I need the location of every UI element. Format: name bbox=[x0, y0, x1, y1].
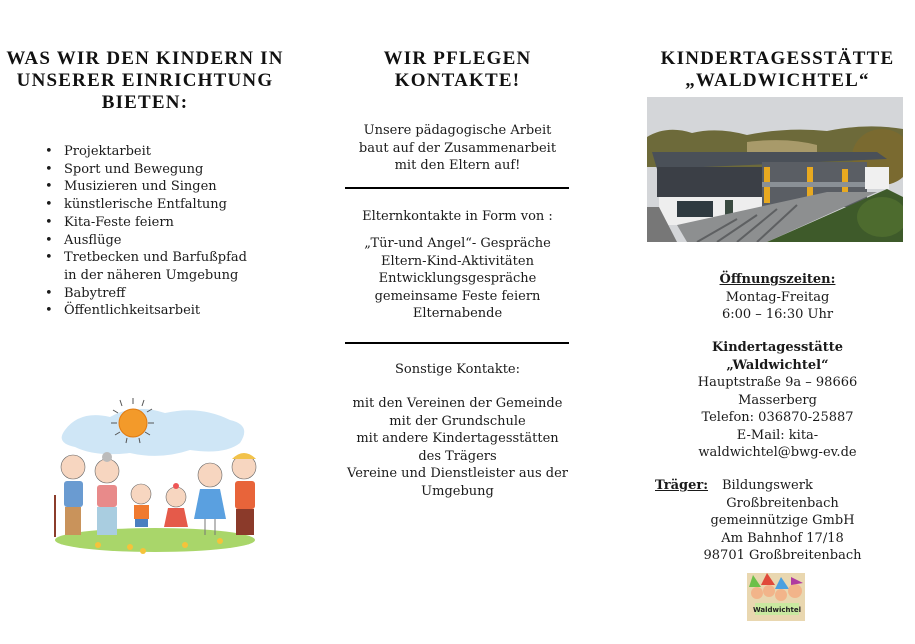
left-heading-line: BIETEN: bbox=[101, 92, 189, 113]
carrier-line: Großbreitenbach bbox=[726, 495, 839, 511]
offer-item: • Öffentlichkeitsarbeit bbox=[64, 302, 304, 320]
parent-contact-item: gemeinsame Feste feiern bbox=[374, 288, 541, 304]
offer-item: • Sport und Bewegung bbox=[64, 161, 304, 179]
parent-contacts-title: Elternkontakte in Form von : bbox=[362, 209, 553, 224]
opening-hours bbox=[640, 271, 915, 324]
offer-item: • Projektarbeit bbox=[64, 143, 304, 161]
gnomes-logo-icon bbox=[747, 573, 805, 621]
other-contact-item: des Trägers bbox=[418, 448, 497, 464]
carrier-line: Bildungswerk bbox=[722, 478, 813, 493]
parent-contact-item: „Tür-und Angel“- Gespräche bbox=[364, 236, 551, 251]
contact-name-line: „Waldwichtel“ bbox=[726, 357, 829, 373]
other-contact-item: mit der Grundschule bbox=[389, 413, 526, 429]
divider-line bbox=[345, 342, 569, 344]
address-line: Hauptstraße 9a – 98666 bbox=[697, 375, 858, 390]
address-city: Masserberg bbox=[738, 392, 817, 408]
intro-line: mit den Eltern auf! bbox=[394, 158, 521, 173]
email-line: E-Mail: kita- bbox=[736, 427, 819, 443]
parent-contact-item: Elternabende bbox=[412, 306, 503, 321]
logo-text: Waldwichtel bbox=[752, 606, 802, 614]
other-contact-item: mit andere Kindertagesstätten bbox=[356, 431, 559, 446]
right-heading bbox=[640, 48, 915, 92]
other-contact-item: Umgebung bbox=[421, 483, 494, 499]
middle-heading-line: KONTAKTE! bbox=[394, 70, 521, 91]
waldwichtel-logo bbox=[747, 573, 805, 621]
carrier-line: gemeinnützige GmbH bbox=[710, 513, 855, 528]
middle-heading bbox=[330, 48, 585, 92]
parent-contact-item: Eltern-Kind-Aktivitäten bbox=[381, 253, 534, 269]
other-contact-item: Vereine und Dienstleister aus der bbox=[347, 466, 568, 481]
offer-item: • Musizieren und Singen bbox=[64, 178, 304, 196]
offer-item-continued: in der näheren Umgebung bbox=[64, 267, 239, 283]
left-heading-line: UNSERER EINRICHTUNG bbox=[16, 70, 274, 91]
offer-item: • Babytreff bbox=[64, 285, 304, 303]
right-heading-line: KINDERTAGESSTÄTTE bbox=[660, 48, 895, 69]
family-sun-icon bbox=[40, 395, 270, 555]
carrier-block bbox=[640, 477, 915, 565]
opening-days: Montag-Freitag bbox=[725, 289, 830, 305]
left-heading-line: WAS WIR DEN KINDERN IN bbox=[6, 48, 284, 69]
contact-name-line: Kindertagesstätte bbox=[711, 340, 844, 355]
carrier-line: 98701 Großbreitenbach bbox=[703, 548, 862, 563]
middle-heading-line: WIR PFLEGEN bbox=[383, 48, 532, 69]
opening-times: 6:00 – 16:30 Uhr bbox=[721, 307, 834, 322]
family-illustration bbox=[40, 395, 270, 555]
email-address: waldwichtel@bwg-ev.de bbox=[698, 445, 857, 460]
divider-line bbox=[345, 187, 569, 189]
other-contacts-list bbox=[330, 395, 585, 500]
intro-line: Unsere pädagogische Arbeit bbox=[363, 123, 552, 138]
carrier-label: Träger: bbox=[655, 478, 709, 493]
intro-line: baut auf der Zusammenarbeit bbox=[358, 140, 557, 156]
left-heading bbox=[0, 48, 290, 114]
other-contacts-title: Sonstige Kontakte: bbox=[394, 362, 521, 377]
kindergarten-building-photo bbox=[647, 97, 903, 242]
offer-item: • Kita-Feste feiern bbox=[64, 214, 304, 232]
contact-block bbox=[640, 339, 915, 462]
parent-contact-item: Entwicklungsgespräche bbox=[378, 271, 537, 286]
phone-number: Telefon: 036870-25887 bbox=[701, 410, 854, 425]
parent-contacts-list bbox=[330, 235, 585, 323]
carrier-line: Am Bahnhof 17/18 bbox=[721, 530, 844, 546]
offer-item: • Tretbecken und Barfußpfad bbox=[64, 249, 304, 267]
opening-hours-title: Öffnungszeiten: bbox=[719, 272, 836, 287]
other-contact-item: mit den Vereinen der Gemeinde bbox=[352, 396, 563, 411]
building-photo-icon bbox=[647, 97, 903, 242]
right-heading-line: „WALDWICHTEL“ bbox=[685, 70, 870, 91]
offers-list bbox=[30, 143, 304, 320]
intro-text bbox=[330, 122, 585, 175]
offer-item: • Ausflüge bbox=[64, 232, 304, 250]
offer-item: • künstlerische Entfaltung bbox=[64, 196, 304, 214]
